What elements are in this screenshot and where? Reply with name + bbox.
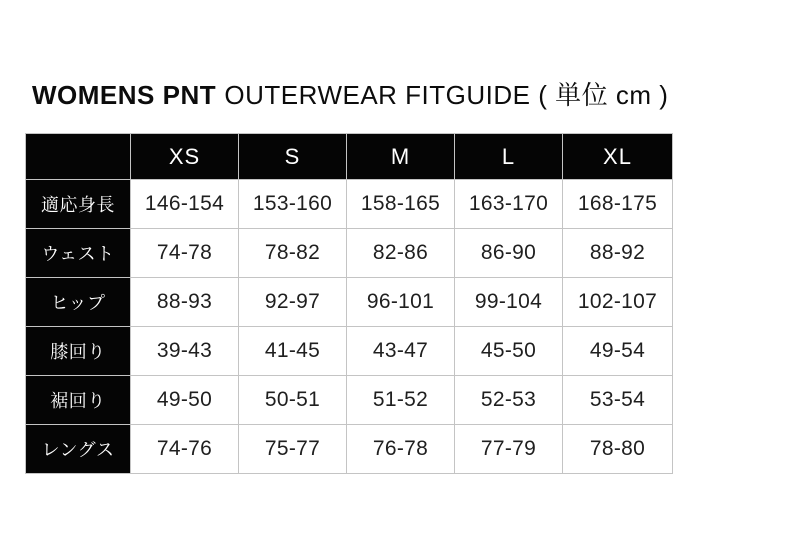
table-cell: 168-175 — [563, 180, 673, 229]
row-label-knee: 膝回り — [26, 327, 131, 376]
table-row-height — [26, 180, 673, 229]
table-cell: 77-79 — [455, 425, 563, 474]
table-cell: 76-78 — [347, 425, 455, 474]
table-cell: 78-82 — [239, 229, 347, 278]
table-row-knee — [26, 327, 673, 376]
table-cell: 88-93 — [131, 278, 239, 327]
table-cell: 51-52 — [347, 376, 455, 425]
table-cell: 86-90 — [455, 229, 563, 278]
table-cell: 45-50 — [455, 327, 563, 376]
column-header-l: L — [455, 134, 563, 180]
table-cell: 146-154 — [131, 180, 239, 229]
table-row-hem — [26, 376, 673, 425]
table-cell: 75-77 — [239, 425, 347, 474]
page-title-suffix: OUTERWEAR FITGUIDE ( 単位 cm ) — [224, 80, 669, 110]
table-cell: 52-53 — [455, 376, 563, 425]
table-cell: 49-54 — [563, 327, 673, 376]
table-row-length — [26, 425, 673, 474]
row-label-length: レングス — [26, 425, 131, 474]
column-header-m: M — [347, 134, 455, 180]
table-row-waist — [26, 229, 673, 278]
table-cell: 74-76 — [131, 425, 239, 474]
table-cell: 102-107 — [563, 278, 673, 327]
table-cell: 41-45 — [239, 327, 347, 376]
column-header-xs: XS — [131, 134, 239, 180]
table-cell: 74-78 — [131, 229, 239, 278]
row-label-height: 適応身長 — [26, 180, 131, 229]
row-label-hip: ヒップ — [26, 278, 131, 327]
table-cell: 163-170 — [455, 180, 563, 229]
table-cell: 99-104 — [455, 278, 563, 327]
table-cell: 49-50 — [131, 376, 239, 425]
row-label-hem: 裾回り — [26, 376, 131, 425]
table-cell: 82-86 — [347, 229, 455, 278]
size-chart-table — [25, 133, 673, 474]
table-cell: 92-97 — [239, 278, 347, 327]
column-header-s: S — [239, 134, 347, 180]
table-cell: 50-51 — [239, 376, 347, 425]
page-title-product: WOMENS PNT — [32, 80, 217, 110]
table-cell: 43-47 — [347, 327, 455, 376]
column-header-xl: XL — [563, 134, 673, 180]
page-title — [32, 80, 668, 110]
table-header-row — [26, 134, 673, 180]
table-cell: 158-165 — [347, 180, 455, 229]
table-cell: 78-80 — [563, 425, 673, 474]
table-cell: 39-43 — [131, 327, 239, 376]
table-row-hip — [26, 278, 673, 327]
table-cell: 88-92 — [563, 229, 673, 278]
row-label-waist: ウェスト — [26, 229, 131, 278]
table-cell: 53-54 — [563, 376, 673, 425]
table-cell: 96-101 — [347, 278, 455, 327]
corner-cell — [26, 134, 131, 180]
table-cell: 153-160 — [239, 180, 347, 229]
